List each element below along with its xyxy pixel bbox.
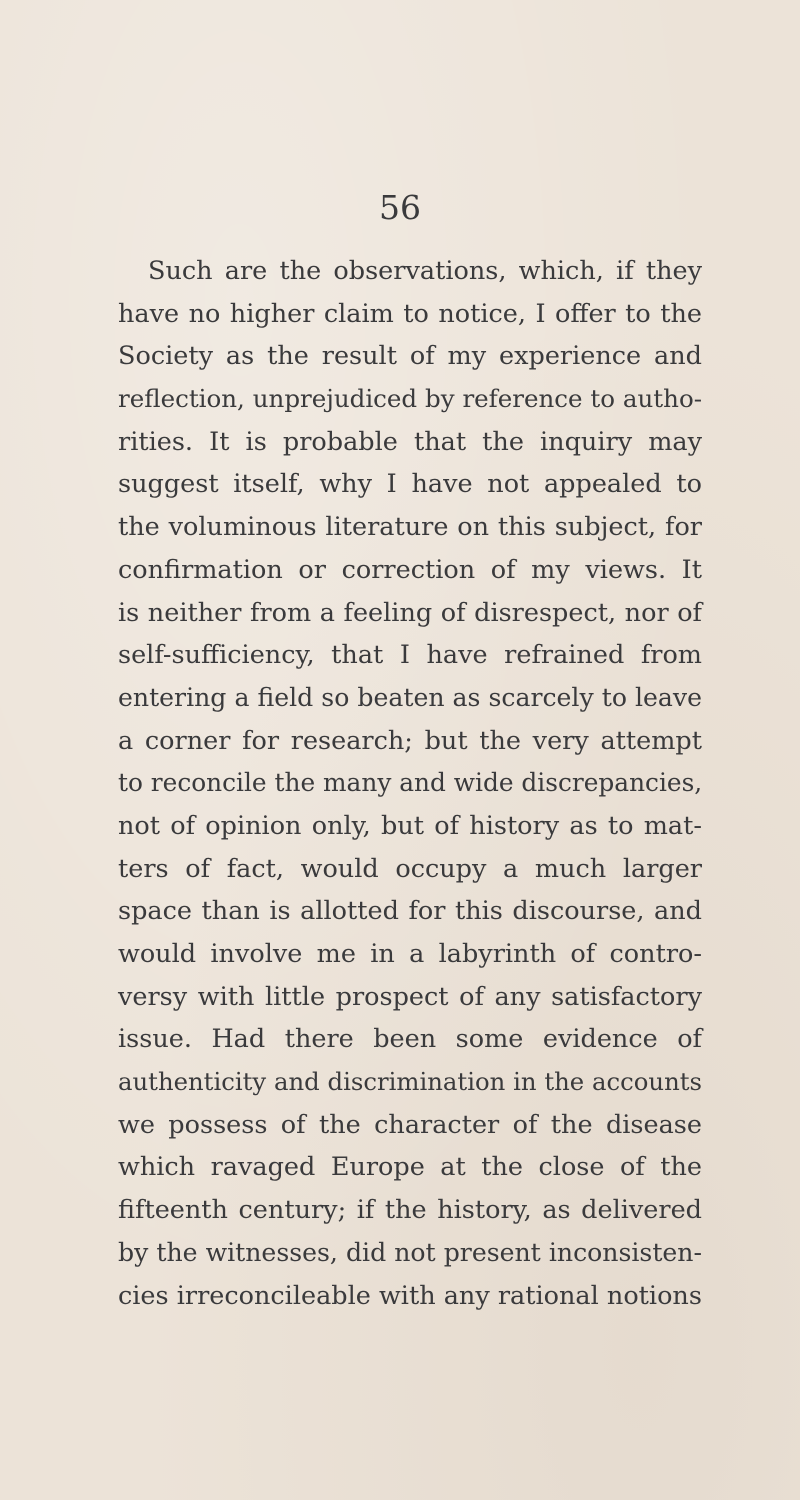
text-line: rities. It is probable that the inquiry may <box>118 426 702 457</box>
text-line: would involve me in a labyrinth of contro- <box>118 939 702 969</box>
text-line: cies irreconcileable with any rational notions <box>118 1280 702 1311</box>
text-line: versy with little prospect of any satisfactory <box>118 981 702 1012</box>
text-line: to reconcile the many and wide discrepancies, <box>118 768 703 798</box>
text-line: have no higher claim to notice, I offer to the <box>118 298 702 329</box>
text-line: ters of fact, would occupy a much larger <box>118 853 702 884</box>
text-line: by the witnesses, did not present inconsisten- <box>118 1237 702 1267</box>
body-paragraph <box>118 250 702 1317</box>
text-line: not of opinion only, but of history as to mat- <box>118 810 702 841</box>
text-line: confirmation or correction of my views. It <box>118 554 702 585</box>
text-line: suggest itself, why I have not appealed to <box>118 469 702 500</box>
text-line: we possess of the character of the disease <box>118 1109 702 1140</box>
text-line: issue. Had there been some evidence of <box>118 1024 702 1055</box>
text-line: self-sufficiency, that I have refrained from <box>118 640 702 671</box>
text-line: which ravaged Europe at the close of the <box>118 1152 702 1183</box>
text-line: authenticity and discrimination in the accounts <box>118 1067 702 1097</box>
text-line: is neither from a feeling of disrespect, nor of <box>118 597 702 628</box>
text-line: a corner for research; but the very attempt <box>118 725 702 756</box>
text-line: space than is allotted for this discourse, and <box>118 896 702 927</box>
text-line: Society as the result of my experience and <box>118 341 702 372</box>
text-line: entering a field so beaten as scarcely to leave <box>118 682 702 712</box>
text-line: reflection, unprejudiced by reference to autho- <box>118 384 702 414</box>
text-line: the voluminous literature on this subject, for <box>118 512 702 543</box>
text-line: Such are the observations, which, if they <box>148 256 702 286</box>
text-line: fifteenth century; if the history, as delivered <box>118 1195 702 1226</box>
page-number: 56 <box>379 188 421 227</box>
